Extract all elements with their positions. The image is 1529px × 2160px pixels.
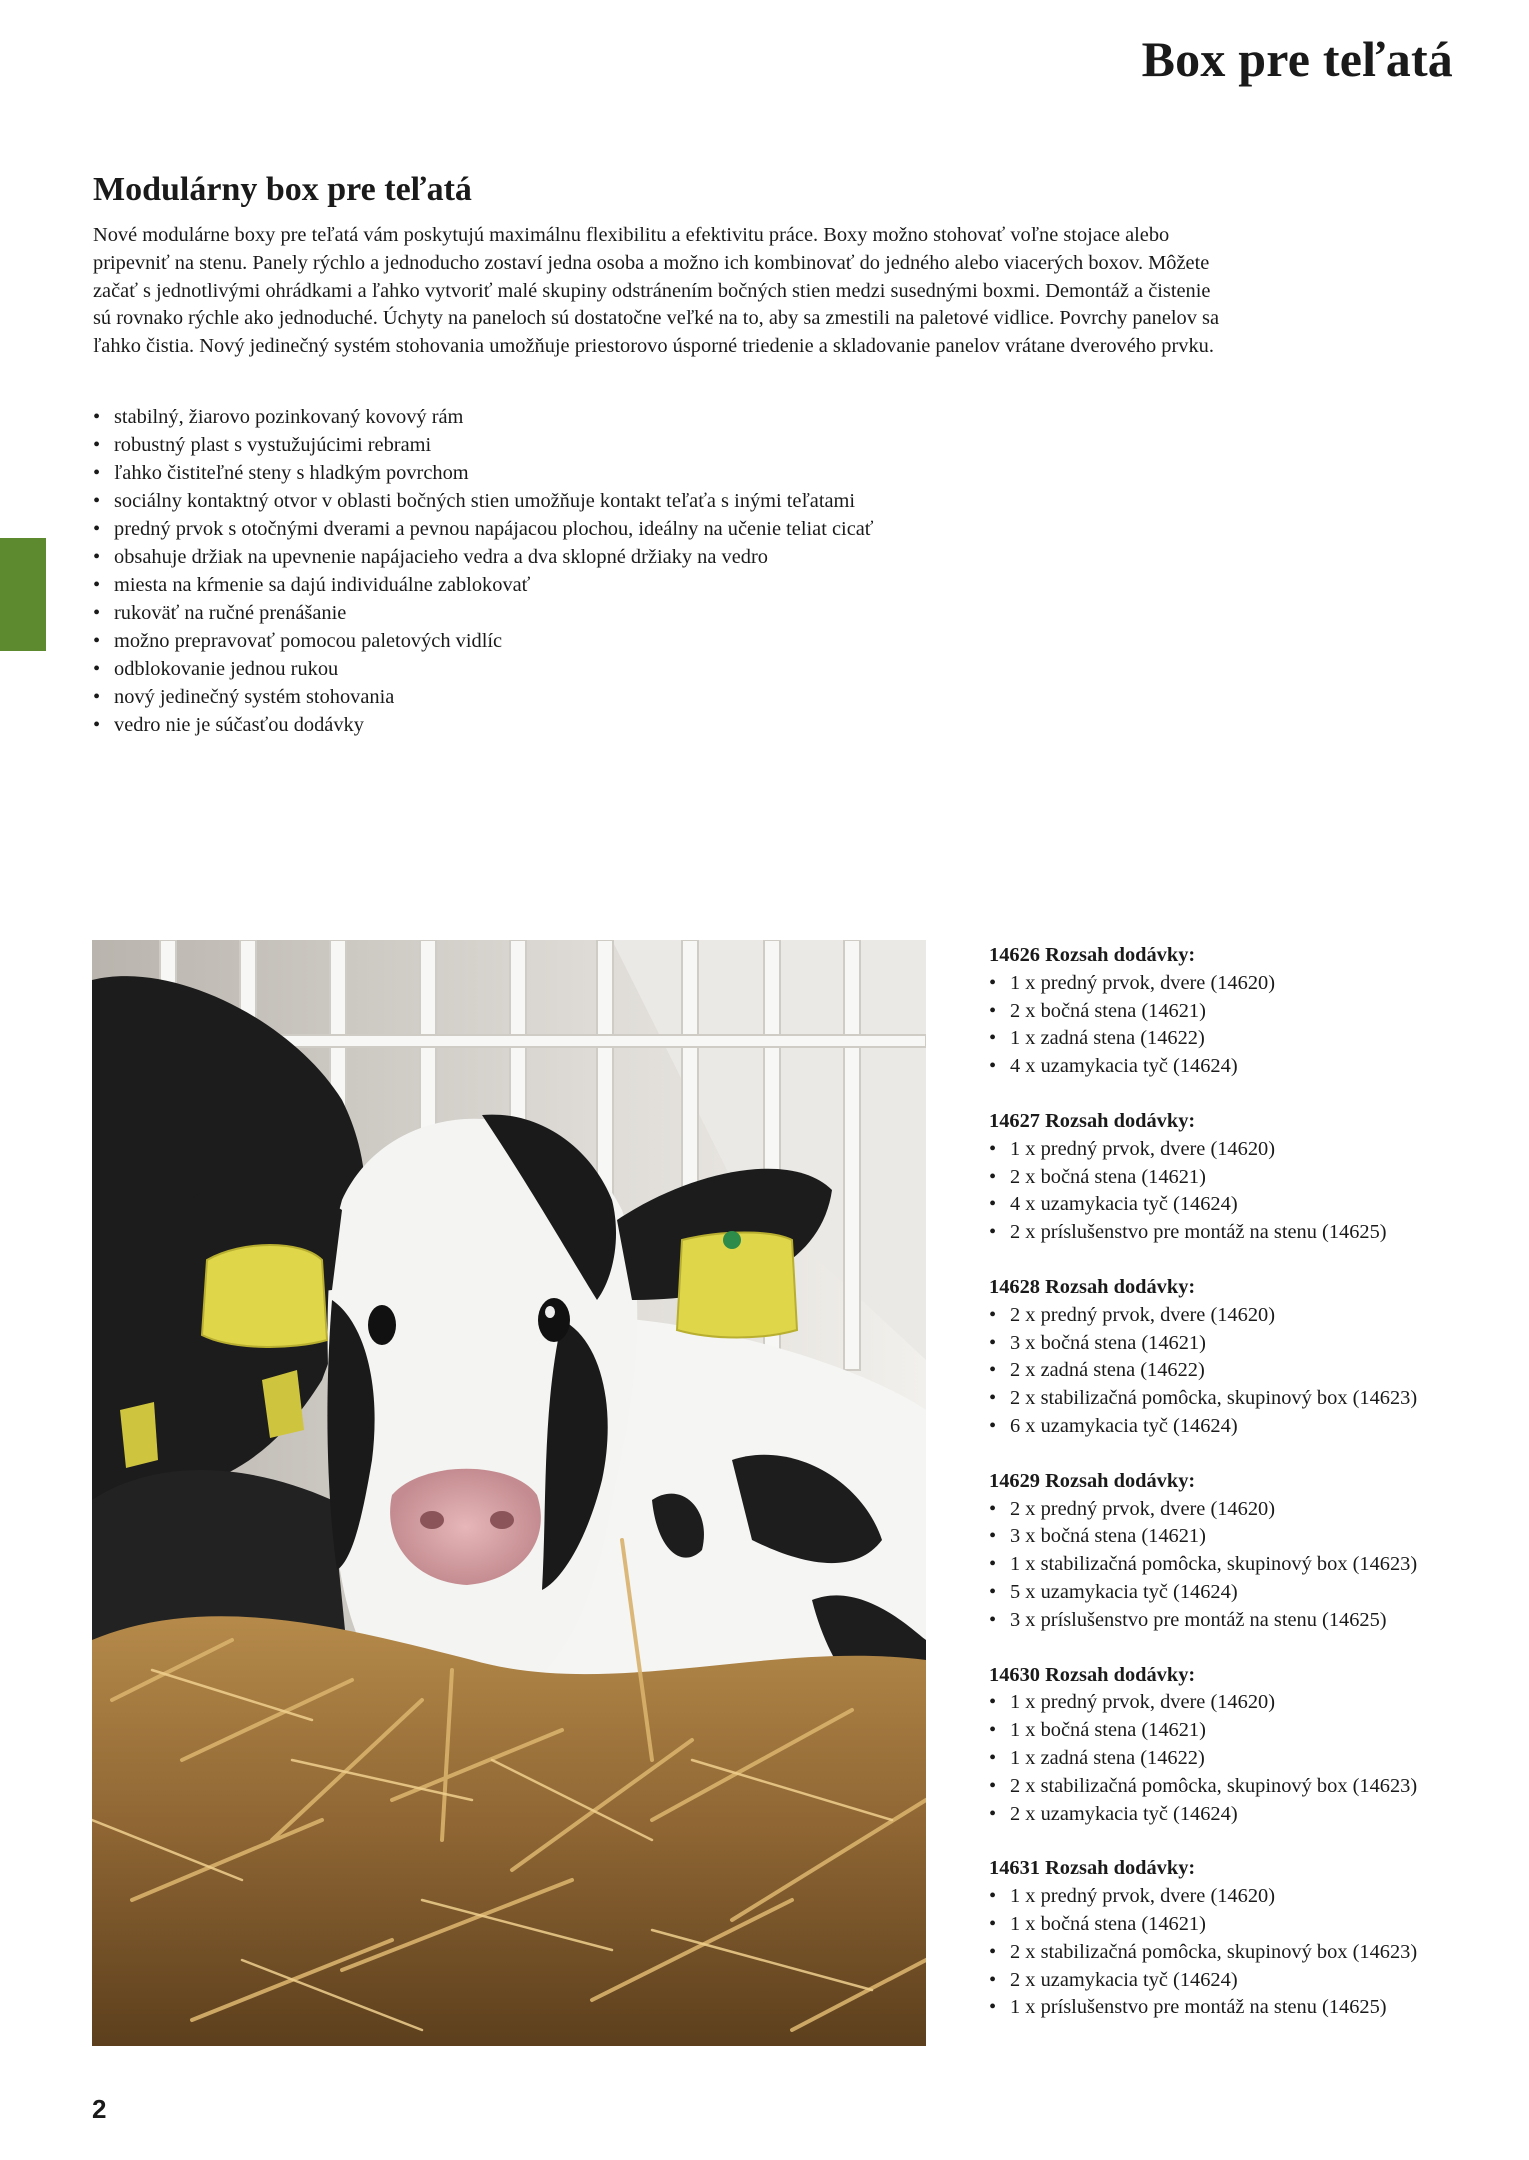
package-item: • 2 x predný prvok, dvere (14620)	[989, 1302, 1509, 1330]
package-item: • 2 x stabilizačná pomôcka, skupinový box (14623)	[989, 1773, 1509, 1801]
page-number: 2	[92, 2094, 107, 2124]
package-item: • 2 x príslušenstvo pre montáž na stenu (14625)	[989, 1219, 1509, 1247]
package-14631	[989, 1855, 1509, 2022]
package-item: • 1 x zadná stena (14622)	[989, 1745, 1509, 1773]
package-item: • 2 x uzamykacia tyč (14624)	[989, 1967, 1509, 1995]
package-item: • 2 x zadná stena (14622)	[989, 1357, 1509, 1385]
package-item: • 3 x príslušenstvo pre montáž na stenu (14625)	[989, 1607, 1509, 1635]
feature-item: • obsahuje držiak na upevnenie napájacieho vedra a dva sklopné držiaky na vedro	[93, 543, 1193, 571]
feature-item: • miesta na kŕmenie sa dajú individuálne zablokovať	[93, 571, 1193, 599]
package-item: • 3 x bočná stena (14621)	[989, 1330, 1509, 1358]
calf-photo	[92, 940, 926, 2046]
package-item: • 4 x uzamykacia tyč (14624)	[989, 1053, 1509, 1081]
package-item: • 1 x predný prvok, dvere (14620)	[989, 970, 1509, 998]
package-item: • 2 x bočná stena (14621)	[989, 998, 1509, 1026]
feature-item: • stabilný, žiarovo pozinkovaný kovový rám	[93, 403, 1193, 431]
feature-item: • vedro nie je súčasťou dodávky	[93, 711, 1193, 739]
package-item: • 1 x bočná stena (14621)	[989, 1911, 1509, 1939]
page-title: Box pre teľatá	[1141, 31, 1453, 87]
feature-item: • rukoväť na ručné prenášanie	[93, 599, 1193, 627]
package-item: • 1 x bočná stena (14621)	[989, 1717, 1509, 1745]
package-item: • 2 x uzamykacia tyč (14624)	[989, 1801, 1509, 1829]
package-14626	[989, 942, 1509, 1081]
feature-list	[93, 403, 1193, 739]
delivery-scope-list	[989, 942, 1509, 2049]
package-14627	[989, 1108, 1509, 1247]
package-item: • 1 x stabilizačná pomôcka, skupinový box (14623)	[989, 1551, 1509, 1579]
package-item: • 2 x stabilizačná pomôcka, skupinový box (14623)	[989, 1939, 1509, 1967]
feature-item: • ľahko čistiteľné steny s hladkým povrchom	[93, 459, 1193, 487]
package-title: 14626 Rozsah dodávky:	[989, 944, 1196, 966]
package-item: • 1 x predný prvok, dvere (14620)	[989, 1136, 1509, 1164]
section-color-tab	[0, 538, 46, 651]
package-item: • 1 x zadná stena (14622)	[989, 1025, 1509, 1053]
package-title: 14629 Rozsah dodávky:	[989, 1469, 1196, 1492]
feature-item: • robustný plast s vystužujúcimi rebrami	[93, 431, 1193, 459]
package-item: • 6 x uzamykacia tyč (14624)	[989, 1413, 1509, 1441]
package-item: • 3 x bočná stena (14621)	[989, 1523, 1509, 1551]
section-heading: Modulárny box pre teľatá	[93, 171, 472, 208]
package-title: 14627 Rozsah dodávky:	[989, 1109, 1196, 1132]
feature-item: • možno prepravovať pomocou paletových vidlíc	[93, 627, 1193, 655]
feature-item: • nový jedinečný systém stohovania	[93, 683, 1193, 711]
package-item: • 1 x predný prvok, dvere (14620)	[989, 1689, 1509, 1717]
package-item: • 5 x uzamykacia tyč (14624)	[989, 1579, 1509, 1607]
package-item: • 1 x príslušenstvo pre montáž na stenu (14625)	[989, 1994, 1509, 2022]
package-title: 14630 Rozsah dodávky:	[989, 1663, 1196, 1686]
package-title: 14628 Rozsah dodávky:	[989, 1275, 1196, 1298]
package-14630	[989, 1662, 1509, 1829]
package-item: • 2 x stabilizačná pomôcka, skupinový box (14623)	[989, 1385, 1509, 1413]
package-14628	[989, 1274, 1509, 1441]
feature-item: • sociálny kontaktný otvor v oblasti bočných stien umožňuje kontakt teľaťa s inými teľatami	[93, 487, 1193, 515]
package-item: • 1 x predný prvok, dvere (14620)	[989, 1883, 1509, 1911]
package-item: • 2 x bočná stena (14621)	[989, 1164, 1509, 1192]
package-14629	[989, 1468, 1509, 1635]
intro-paragraph: Nové modulárne boxy pre teľatá vám poskytujú maximálnu flexibilitu a efektivitu práce. Boxy možno stohovať voľne stojace alebo pripevniť na stenu. Panely rýchlo a jednoducho zostaví jedna osoba a možno ich kombinovať do jedného alebo viacerých boxov. Môžete začať s jednotlivými ohrádkami a ľahko vytvoriť malé skupiny odstránením bočných stien medzi susednými boxmi. Demontáž a čistenie sú rovnako rýchle ako jednoduché. Úchyty na paneloch sú dostatočne veľké na to, aby sa zmestili na paletové vidlice. Povrchy panelov sa ľahko čistia. Nový jedinečný systém stohovania umožňuje priestorovo úsporné triedenie a skladovanie panelov vrátane dverového prvku.	[93, 224, 1220, 358]
feature-item: • odblokovanie jednou rukou	[93, 655, 1193, 683]
package-title: 14631 Rozsah dodávky:	[989, 1857, 1196, 1880]
package-item: • 2 x predný prvok, dvere (14620)	[989, 1496, 1509, 1524]
package-item: • 4 x uzamykacia tyč (14624)	[989, 1191, 1509, 1219]
feature-item: • predný prvok s otočnými dverami a pevnou napájacou plochou, ideálny na učenie teliat cicať	[93, 515, 1193, 543]
